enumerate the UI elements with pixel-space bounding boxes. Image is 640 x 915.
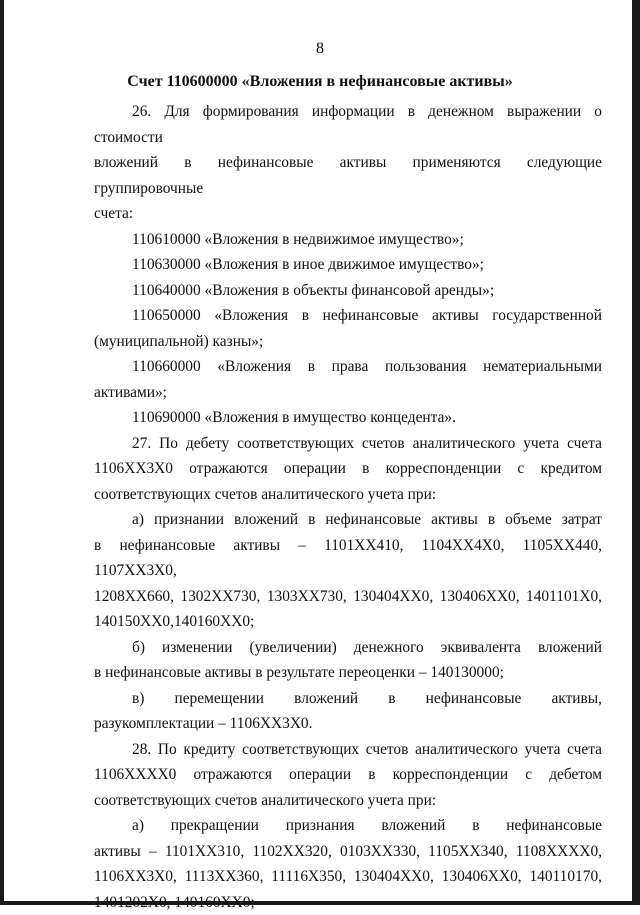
- paragraph-line: а) признании вложений в нефинансовые активы в объеме затрат: [94, 507, 602, 533]
- account-item: 110660000 «Вложения в права пользования нематериальными активами»;: [94, 354, 602, 405]
- page-number: 8: [0, 40, 640, 58]
- scan-left-edge: [0, 0, 4, 905]
- paragraph-line: счета:: [94, 201, 602, 227]
- paragraph-line: активы – 1101XX310, 1102XX320, 0103XX330, 1105XX340, 1108XXXX0,: [94, 839, 602, 865]
- account-item: 110690000 «Вложения в имущество концедента».: [94, 405, 602, 431]
- paragraph-line: вложений в нефинансовые активы применяются следующие группировочные: [94, 150, 602, 201]
- account-item: 110650000 «Вложения в нефинансовые активы государственной: [94, 303, 602, 329]
- paragraph-line: а) прекращении признания вложений в нефинансовые: [94, 813, 602, 839]
- paragraph-line: 26. Для формирования информации в денежном выражении о стоимости: [94, 99, 602, 150]
- paragraph-line: 140150XX0,140160XX0;: [94, 609, 602, 635]
- paragraph-line: 1106XX3X0, 1113XX360, 11116X350, 130404XX0, 130406XX0, 140110170,: [94, 864, 602, 890]
- paragraph-line: соответствующих счетов аналитического учета при:: [94, 788, 602, 814]
- paragraph-line: б) изменении (увеличении) денежного эквивалента вложений: [94, 635, 602, 661]
- scan-right-edge: [632, 0, 640, 905]
- paragraph-line: в) перемещении вложений в нефинансовые активы,: [94, 686, 602, 712]
- paragraph-line: в нефинансовые активы – 1101XX410, 1104XX4X0, 1105XX440, 1107XX3X0,: [94, 533, 602, 584]
- paragraph-line: 1401202X0, 140160XX0;: [94, 890, 602, 915]
- document-body: [94, 99, 602, 915]
- paragraph-line: 27. По дебету соответствующих счетов аналитического учета счета: [94, 431, 602, 457]
- paragraph-line: 28. По кредиту соответствующих счетов аналитического учета счета: [94, 737, 602, 763]
- paragraph-line: соответствующих счетов аналитического учета при:: [94, 482, 602, 508]
- paragraph-line: разукомплектации – 1106XX3X0.: [94, 711, 602, 737]
- paragraph-line: в нефинансовые активы в результате переоценки – 140130000;: [94, 660, 602, 686]
- account-item: 110640000 «Вложения в объекты финансовой аренды»;: [94, 278, 602, 304]
- account-item: 110610000 «Вложения в недвижимое имущество»;: [94, 227, 602, 253]
- paragraph-line: 1106XX3X0 отражаются операции в корреспонденции с кредитом: [94, 456, 602, 482]
- account-item: (муниципальной) казны»;: [94, 329, 602, 355]
- paragraph-line: 1208XX660, 1302XX730, 1303XX730, 130404XX0, 130406XX0, 1401101X0,: [94, 584, 602, 610]
- account-item: 110630000 «Вложения в иное движимое имущество»;: [94, 252, 602, 278]
- paragraph-line: 1106XXXX0 отражаются операции в корреспонденции с дебетом: [94, 762, 602, 788]
- section-heading: Счет 110600000 «Вложения в нефинансовые активы»: [0, 73, 640, 91]
